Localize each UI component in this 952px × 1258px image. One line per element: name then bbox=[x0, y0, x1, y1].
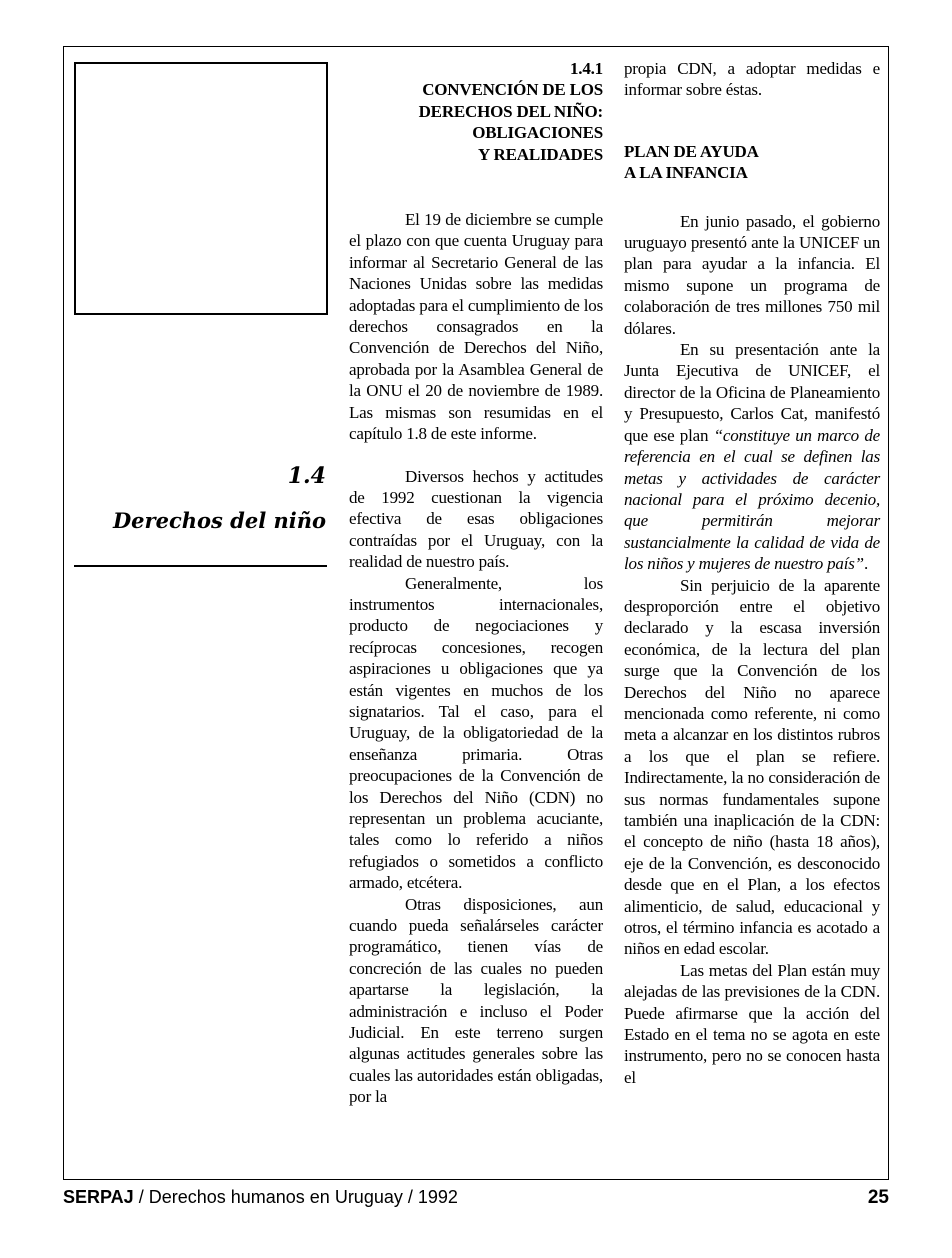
footer-org: SERPAJ bbox=[63, 1187, 134, 1207]
subheading-line: PLAN DE AYUDA bbox=[624, 141, 759, 161]
section-title: Derechos del niño bbox=[112, 508, 326, 533]
article-heading bbox=[349, 58, 603, 165]
paragraph: Otras disposiciones, aun cuando pueda señalárseles carácter programático, tienen vías de concreción de las cuales no pueden apartarse la legislación, la administración e incluso el Poder Judicial. En este terreno surgen algunas actitudes generales sobre las cuales las autoridades están obligadas, por la bbox=[349, 894, 603, 1107]
subheading-line: A LA INFANCIA bbox=[624, 163, 748, 183]
page-number: 25 bbox=[867, 1187, 889, 1208]
paragraph-continuation: propia CDN, a adoptar medidas e informar sobre éstas. bbox=[624, 59, 880, 100]
paragraph: Sin perjuicio de la aparente desproporción entre el objetivo declarado y la escasa inversión económica, de la lectura del plan surge que la Convención de los Derechos del Niño no aparece mencionada como referente, ni como meta a alcanzar en los distintos rubros a los que el plan se refiere. Indirectamente, la no consideración de sus normas fundamentales supone también una inaplicación de la CDN: el concepto de niño (hasta 18 años), eje de la Convención, es desconocido desde que en el Plan, a los efectos alimenticio, de salud, educacional y otros, el término infancia es acotado a niños en edad escolar. bbox=[624, 575, 880, 959]
heading-line: CONVENCIÓN DE LOS bbox=[422, 80, 603, 100]
heading-line: DERECHOS DEL NIÑO: bbox=[418, 101, 603, 121]
paragraph: En junio pasado, el gobierno uruguayo presentó ante la UNICEF un plan para ayudar a la infancia. El mismo supone un programa de colaboración de tres millones 750 mil dólares. bbox=[624, 211, 880, 338]
section-number: 1.4 bbox=[287, 463, 326, 489]
article-column-middle bbox=[349, 58, 603, 1108]
paragraph: El 19 de diciembre se cumple el plazo con que cuenta Uruguay para informar al Secretario General de las Naciones Unidas sobre las medidas adoptadas para el cumplimiento de los derechos consagrados en la Convención de Derechos del Niño, aprobada por la Asamblea General de la ONU el 20 de noviembre de 1989. Las mismas son resumidas en el capítulo 1.8 de este informe. bbox=[349, 210, 603, 444]
paragraph-end: . bbox=[863, 554, 868, 574]
footer-title: / Derechos humanos en Uruguay / 1992 bbox=[133, 1187, 458, 1207]
subheading bbox=[624, 141, 880, 184]
paragraph: Las metas del Plan están muy alejadas de las previsiones de la CDN. Puede afirmarse que la acción del Estado en el tema no se agota en este instrumento, pero no se conocen hasta el bbox=[624, 960, 880, 1087]
image-placeholder-box bbox=[74, 62, 328, 315]
footer-publication bbox=[63, 1187, 458, 1208]
article-column-right bbox=[624, 58, 880, 1088]
quote: “constituye un marco de referencia en el cual se definen las metas y actividades de carácter nacional para el próximo decenio, que permitirán mejorar sustancialmente la calidad de vida de los niños y mujeres de nuestro país” bbox=[624, 425, 880, 574]
paragraph: Diversos hechos y actitudes de 1992 cuestionan la vigencia efectiva de esas obligaciones contraídas por el Uruguay, con la realidad de nuestro país. bbox=[349, 466, 603, 572]
heading-line: Y REALIDADES bbox=[478, 144, 603, 164]
heading-line: 1.4.1 bbox=[569, 59, 603, 78]
paragraph-lead: En su presentación ante la Junta Ejecutiva de UNICEF, el director de la Oficina de Planeamiento y Presupuesto, Carlos Cat, manifestó que ese plan bbox=[624, 340, 880, 445]
paragraph bbox=[624, 339, 880, 574]
paragraph: Generalmente, los instrumentos internacionales, producto de negociaciones y recíprocas concesiones, recogen aspiraciones u obligaciones que ya están vigentes en muchos de los signatarios. Tal el caso, para el Uruguay, de la obligatoriedad de la enseñanza primaria. Otras preocupaciones de la Convención de los Derechos del Niño (CDN) no representan un problema acuciante, tales como lo referido a niños refugiados o sometidos a conflicto armado, etcétera. bbox=[349, 573, 603, 893]
heading-line: OBLIGACIONES bbox=[472, 123, 603, 143]
section-divider bbox=[74, 565, 327, 567]
